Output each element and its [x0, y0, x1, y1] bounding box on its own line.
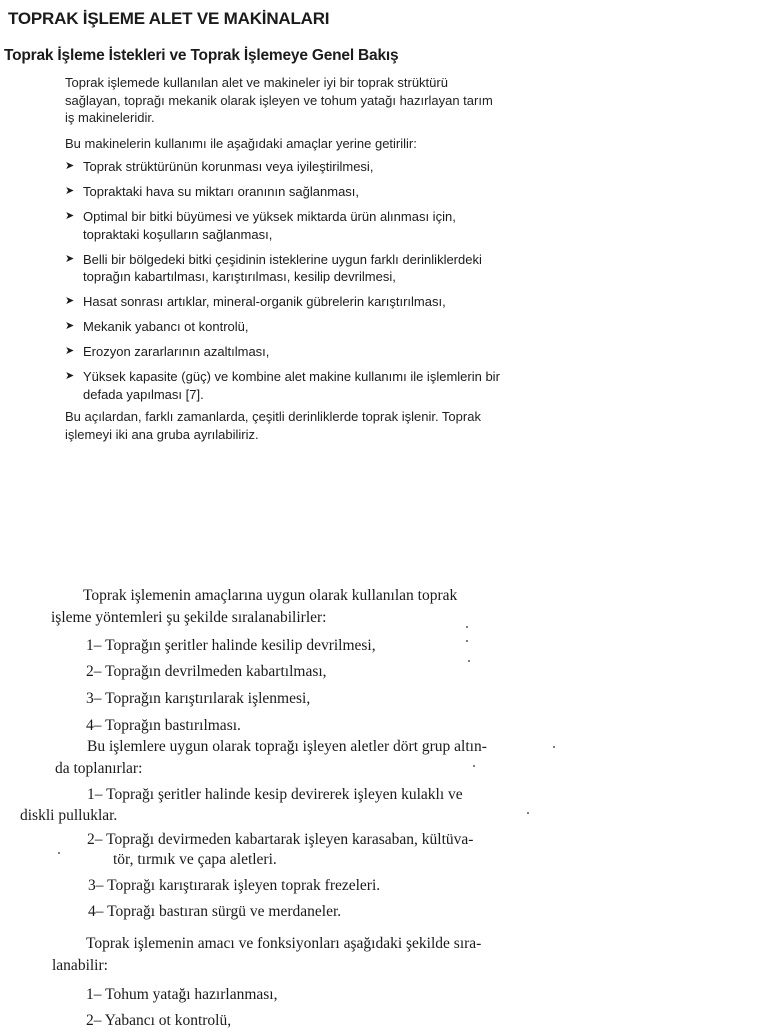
scan-paragraph-line: Bu işlemlere uygun olarak toprağı işleyen aletler dört grup altın-	[87, 738, 487, 755]
scan-speck	[527, 812, 529, 814]
list-item: ➤ Erozyon zararlarının azaltılması,	[65, 344, 270, 359]
arrow-bullet-icon: ➤	[65, 320, 75, 332]
arrow-bullet-icon: ➤	[65, 345, 75, 357]
function-item: 1– Tohum yatağı hazırlanması,	[86, 986, 278, 1003]
tool-group-item: 2– Toprağı devirmeden kabartarak işleyen karasaban, kültüva-	[87, 831, 474, 848]
tool-group-item: diskli pulluklar.	[20, 807, 118, 824]
list-item: ➤ Mekanik yabancı ot kontrolü,	[65, 319, 249, 334]
scan-paragraph-line: da toplanırlar:	[55, 760, 143, 777]
page-title: TOPRAK İŞLEME ALET VE MAKİNALARI	[8, 9, 330, 28]
scan-speck	[553, 746, 555, 748]
list-item: ➤ Hasat sonrası artıklar, mineral-organik gübrelerin karıştırılması,	[65, 294, 446, 309]
method-item: 2– Toprağın devrilmeden kabartılması,	[86, 663, 327, 680]
tool-group-item: 4– Toprağı bastıran sürgü ve merdaneler.	[88, 903, 342, 920]
arrow-bullet-icon: ➤	[65, 295, 75, 307]
method-item: 4– Toprağın bastırılması.	[86, 717, 241, 734]
goals-list	[65, 158, 501, 411]
lead-sentence: Bu makinelerin kullanımı ile aşağıdaki amaçlar yerine getirilir:	[65, 136, 417, 151]
tool-group-item: 1– Toprağı şeritler halinde kesip devirerek işleyen kulaklı ve	[87, 786, 463, 803]
scan-paragraph-line: Toprak işlemenin amaçlarına uygun olarak kullanılan toprak	[83, 587, 458, 604]
arrow-bullet-icon: ➤	[65, 252, 75, 265]
scanned-text-block	[0, 560, 768, 1029]
arrow-bullet-icon: ➤	[65, 210, 75, 222]
arrow-bullet-icon: ➤	[65, 160, 75, 172]
scan-paragraph-line: lanabilir:	[52, 957, 108, 974]
list-item: ➤ Topraktaki hava su miktarı oranının sağlanması,	[65, 184, 360, 199]
list-item: ➤ Yüksek kapasite (güç) ve kombine alet makine kullanımı ile işlemlerin bir defada yapılması [7].	[65, 369, 500, 402]
tool-group-item: 3– Toprağı karıştırarak işleyen toprak frezeleri.	[88, 877, 381, 894]
tool-group-item: tör, tırmık ve çapa aletleri.	[113, 851, 277, 868]
section-heading: Toprak İşleme İstekleri ve Toprak İşlemeye Genel Bakış	[4, 47, 399, 64]
intro-paragraph: Toprak işlemede kullanılan alet ve makineler iyi bir toprak strüktürü sağlayan, toprağı mekanik olarak işleyen ve tohum yatağı hazırlayan tarım iş makineleridir.	[65, 75, 493, 125]
function-item: 2– Yabancı ot kontrolü,	[86, 1012, 232, 1029]
scan-speck	[58, 852, 60, 854]
list-item: ➤ Optimal bir bitki büyümesi ve yüksek miktarda ürün alınması için, topraktaki koşulların sağlanması,	[65, 209, 456, 242]
closing-paragraph: Bu açılardan, farklı zamanlarda, çeşitli derinliklerde toprak işlenir. Toprak işlemeyi iki ana gruba ayrılabiliriz.	[65, 409, 481, 442]
scan-paragraph-line: işleme yöntemleri şu şekilde sıralanabilirler:	[51, 609, 327, 626]
scan-speck	[466, 640, 468, 642]
scan-speck	[473, 765, 475, 767]
method-item: 3– Toprağın karıştırılarak işlenmesi,	[86, 690, 311, 707]
method-item: 1– Toprağın şeritler halinde kesilip devrilmesi,	[86, 637, 376, 654]
list-item: ➤ Toprak strüktürünün korunması veya iyileştirilmesi,	[65, 159, 374, 174]
arrow-bullet-icon: ➤	[65, 370, 75, 382]
list-item: ➤ Belli bir bölgedeki bitki çeşidinin isteklerine uygun farklı derinliklerdeki toprağın kabartılması, karıştırılması, kesilip devrilmesi,	[65, 251, 482, 284]
scan-paragraph-line: Toprak işlemenin amacı ve fonksiyonları aşağıdaki şekilde sıra-	[86, 935, 482, 952]
arrow-bullet-icon: ➤	[65, 185, 75, 197]
scan-speck	[466, 626, 468, 628]
scan-speck	[468, 660, 470, 662]
